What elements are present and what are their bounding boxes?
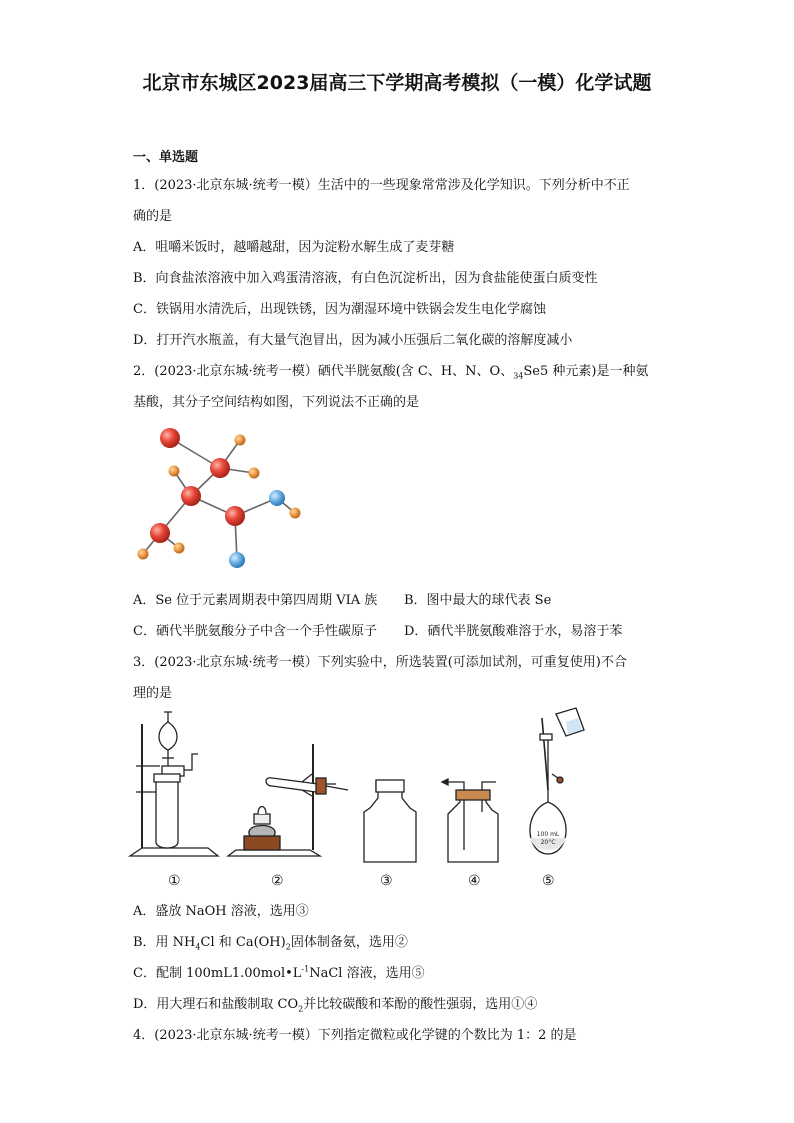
molecule-structure-figure <box>126 420 306 575</box>
apparatus-5 <box>530 708 584 854</box>
q4-stem-line1: 4．(2023·北京东城·统考一模）下列指定微粒或化学键的个数比为 1：2 的是 <box>133 1028 577 1043</box>
q1-option-c: C．铁锅用水清洗后，出现铁锈，因为潮湿环境中铁锅会发生电化学腐蚀 <box>133 302 546 317</box>
q2-option-c: C．硒代半胱氨酸分子中含一个手性碳原子 <box>133 624 377 639</box>
apparatus-3 <box>364 780 416 862</box>
apparatus-label-4: ④ <box>468 873 481 889</box>
q3-option-a: A．盛放 NaOH 溶液，选用③ <box>133 904 309 919</box>
q1-stem-line1: 1．(2023·北京东城·统考一模）生活中的一些现象常常涉及化学知识。下列分析中不正 <box>133 178 630 193</box>
apparatus-1 <box>130 712 218 856</box>
page-title: 北京市东城区2023届高三下学期高考模拟（一模）化学试题 <box>142 72 652 94</box>
atom-orange <box>235 435 246 446</box>
atom-orange <box>169 466 180 477</box>
q1-option-a: A．咀嚼米饭时，越嚼越甜，因为淀粉水解生成了麦芽糖 <box>133 240 455 255</box>
atom-blue <box>269 490 285 506</box>
atom-orange <box>138 549 149 560</box>
q2-stem-line1: 2．(2023·北京东城·统考一模）硒代半胱氨酸(含 C、H、N、O、$_{34}$Se5 种元素)是一种氨 <box>133 364 649 381</box>
atom-red <box>150 523 170 543</box>
section-heading: 一、单选题 <box>133 150 199 165</box>
q2-stem-line2: 基酸，其分子空间结构如图，下列说法不正确的是 <box>133 395 420 410</box>
q3-option-c: C．配制 $100mL1.00mol•L^{-1}NaCl$ 溶液，选用⑤ <box>133 964 425 981</box>
q3-option-b: B．用 $NH_4Cl$ 和 $Ca(OH)_2$固体制备氨，选用② <box>133 935 408 952</box>
apparatus-figure <box>126 704 596 869</box>
atom-red <box>160 428 180 448</box>
q2-option-a: A．Se 位于元素周期表中第四周期 VIA 族 <box>133 593 378 608</box>
atom-orange <box>174 543 185 554</box>
q1-option-d: D．打开汽水瓶盖，有大量气泡冒出，因为减小压强后二氧化碳的溶解度减小 <box>133 333 573 348</box>
atom-red <box>181 486 201 506</box>
q1-option-b: B．向食盐浓溶液中加入鸡蛋清溶液，有白色沉淀析出，因为食盐能使蛋白质变性 <box>133 271 598 286</box>
apparatus-label-3: ③ <box>380 873 393 889</box>
q1-stem-line2: 确的是 <box>133 209 173 224</box>
atom-blue <box>229 552 245 568</box>
atom-red <box>210 458 230 478</box>
q2-option-d: D．硒代半胱氨酸难溶于水，易溶于苯 <box>404 624 623 639</box>
atom-red <box>225 506 245 526</box>
atom-orange <box>290 508 301 519</box>
q2-option-b: B．图中最大的球代表 Se <box>404 593 552 608</box>
apparatus-4 <box>442 779 498 862</box>
flask-volume-label: 100 mL <box>536 831 560 838</box>
apparatus-label-5: ⑤ <box>542 873 555 889</box>
q3-stem-line2: 理的是 <box>133 686 173 701</box>
q3-option-d: D．用大理石和盐酸制取 $CO_2$并比较碳酸和苯酚的酸性强弱，选用①④ <box>133 997 538 1014</box>
apparatus-label-2: ② <box>271 873 284 889</box>
apparatus-label-1: ① <box>168 873 181 889</box>
atom-orange <box>249 468 260 479</box>
apparatus-2 <box>228 744 348 856</box>
flask-temperature-label: 20°C <box>540 839 556 846</box>
q3-stem-line1: 3．(2023·北京东城·统考一模）下列实验中，所选装置(可添加试剂，可重复使用)不合 <box>133 655 627 670</box>
